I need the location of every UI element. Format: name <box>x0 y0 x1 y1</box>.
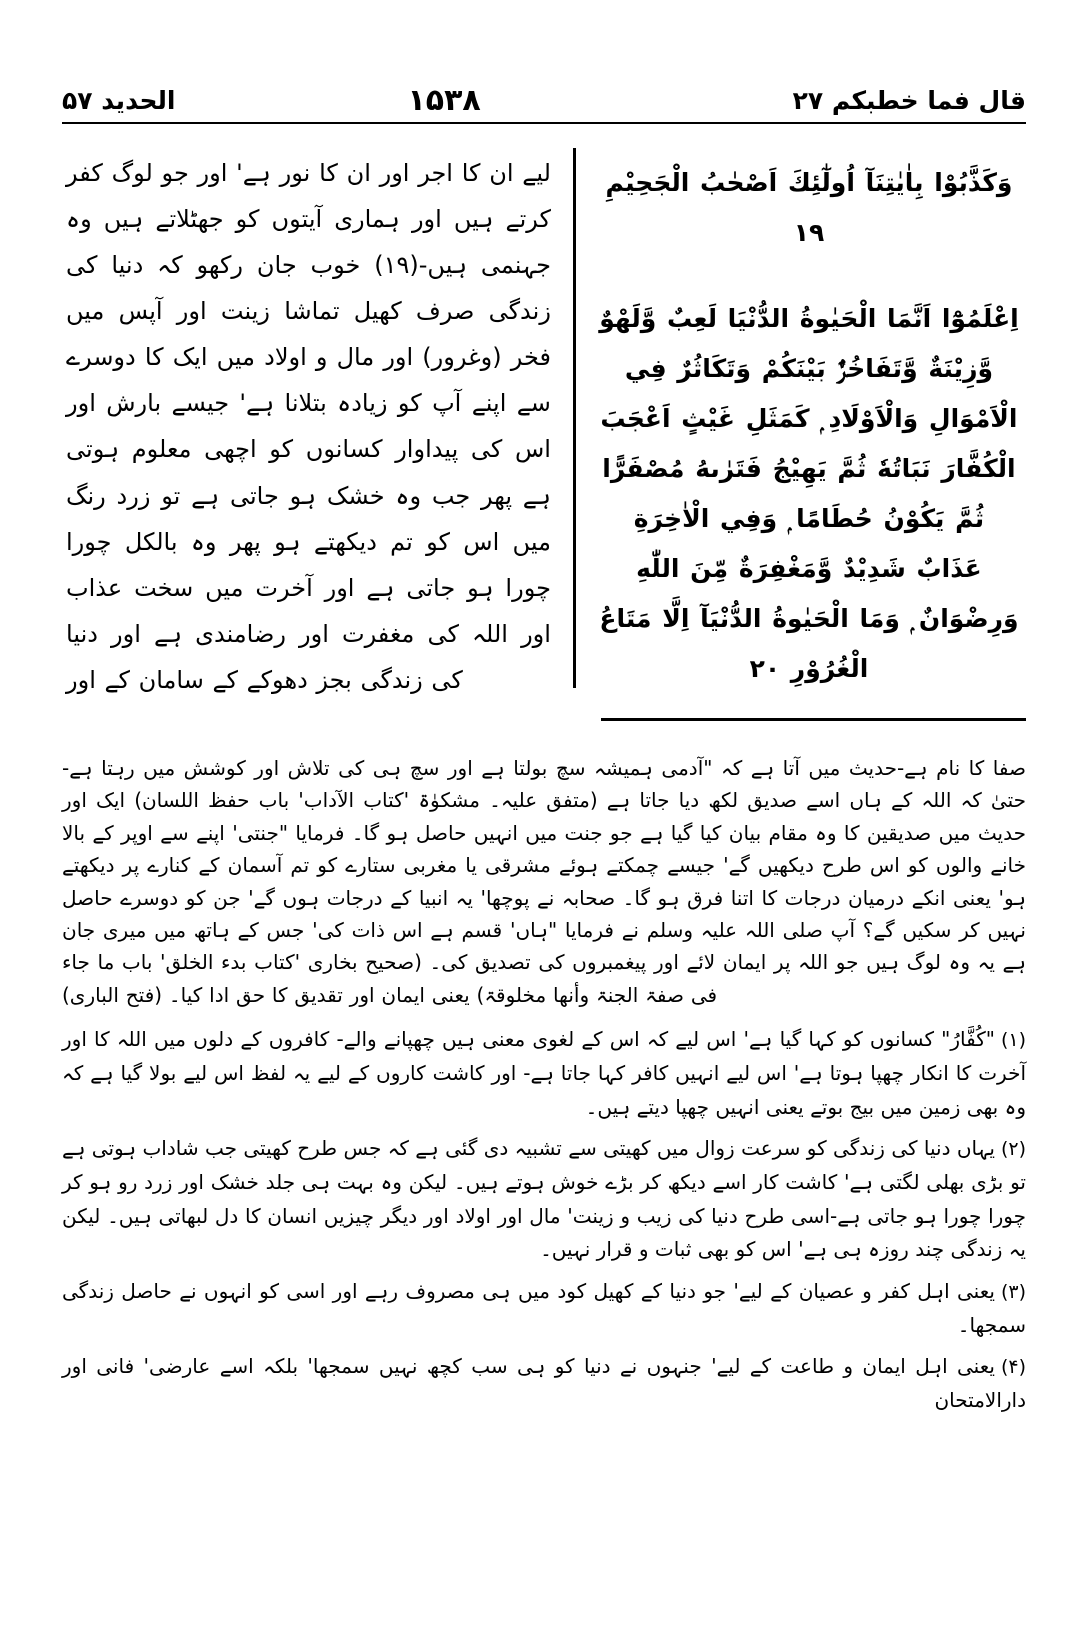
footnote-text: یہاں دنیا کی زندگی کو سرعت زوال میں کھیتی سے تشبیہ دی گئی ہے کہ جس طرح کھیتی جب شاداب ہوتی ہے تو بڑی بھلی لگتی ہے' کاشت کار اسے دیکھ کر بڑے خوش ہوتے ہیں۔ لیکن وہ بہت ہی جلد خشک اور زرد رو ہو کر چورا چورا ہو جاتی ہے-اسی طرح دنیا کی زیب و زینت' مال اور اولاد اور دیگر چیزیں انسان کا دل لبھاتی ہیں۔ لیکن یہ زندگی چند روزہ ہی ہے' اس کو بھی ثبات و قرار نہیں۔ <box>62 1136 1026 1262</box>
footnote-number: (۳) <box>1000 1280 1026 1303</box>
tafsir-paragraph: صفا کا نام ہے-حدیث میں آتا ہے کہ "آدمی ہمیشہ سچ بولتا ہے اور سچ ہی کی تلاش اور کوشش میں رہتا ہے- حتیٰ کہ اللہ کے ہاں اسے صدیق لکھ دیا جاتا ہے (متفق علیہ۔ مشکوٰۃ 'کتاب الآداب' باب حفظ اللسان) ایک اور حدیث میں صدیقین کا وہ مقام بیان کیا گیا ہے جو جنت میں انہیں حاصل ہو گا۔ فرمایا "جنتی' اپنے سے اوپر کے بالا خانے والوں کو اس طرح دیکھیں گے' جیسے چمکتے ہوئے مشرقی یا مغربی ستارے کو تم آسمان کے کنارے پر دیکھتے ہو' یعنی انکے درمیان درجات کا اتنا فرق ہو گا۔ صحابہ نے پوچھا' یہ انبیا کے درجات ہوں گے' جن کو دوسرے حاصل نہیں کر سکیں گے؟ آپ صلی اللہ علیہ وسلم نے فرمایا "ہاں' قسم ہے اس ذات کی' جس کے ہاتھ میں میری جان ہے یہ وہ لوگ ہیں جو اللہ پر ایمان لائے اور پیغمبروں کی تصدیق کی۔ (صحیح بخاری 'کتاب بدء الخلق' باب ما جاء فی صفۃ الجنۃ وأنھا مخلوقۃ) یعنی ایمان اور تقدیق کا حق ادا کیا۔ (فتح الباری) <box>62 756 1026 1007</box>
header-divider <box>62 122 1026 124</box>
page-header <box>62 70 1026 116</box>
footnote-number: (۲) <box>1000 1138 1026 1161</box>
footnote-text: یعنی اہل ایمان و طاعت کے لیے' جنہوں نے دنیا کو ہی سب کچھ نہیں سمجھا' بلکہ اسے عارضی' فانی اور دارالامتحان <box>62 1354 1026 1413</box>
footnote-2 <box>62 1132 1026 1267</box>
urdu-translation-column <box>62 148 573 694</box>
footnote-text: یعنی اہل کفر و عصیان کے لیے' جو دنیا کے کھیل کود میں ہی مصروف رہے اور اسی کو انہوں نے حاصل زندگی سمجھا۔ <box>62 1278 1026 1337</box>
page-number: ۱۵۳۸ <box>407 83 481 118</box>
footnote-text: "کُفَّارُ" کسانوں کو کہا گیا ہے' اس لیے کہ اس کے لغوی معنی ہیں چھپانے والے- کافروں کے دلوں میں اللہ کا اور آخرت کا انکار چھپا ہوتا ہے' اس لیے انہیں کافر کہا جاتا ہے- اور کاشت کاروں کے لیے یہ لفظ اس لیے بولا گیا ہے کہ وہ بھی زمین میں بیج بوتے یعنی انہیں چھپا دیتے ہیں۔ <box>62 1027 1026 1119</box>
footnote-4 <box>62 1350 1026 1418</box>
ayah-20: اِعْلَمُوْٓا اَنَّمَا الْحَيٰوةُ الدُّنْيَا لَعِبٌ وَّلَهْوٌ وَّزِيْنَةٌ وَّتَفَاخُرٌۢ بَيْنَكُمْ وَتَكَاثُرٌ فِي الْاَمْوَالِ وَالْاَوْلَادِ ۭ كَمَثَلِ غَيْثٍ اَعْجَبَ الْكُفَّارَ نَبَاتُهٗ ثُمَّ يَهِيْجُ فَتَرٰىهُ مُصْفَرًّا ثُمَّ يَكُوْنُ حُطَامًا ۭ وَفِي الْاٰخِرَةِ عَذَابٌ شَدِيْدٌ وَّمَغْفِرَةٌ مِّنَ اللّٰهِ وَرِضْوَانٌ ۭ وَمَا الْحَيٰوةُ الدُّنْيَآ اِلَّا مَتَاعُ الْغُرُوْرِ ۲۰ <box>599 304 1019 683</box>
footnote-1 <box>62 1023 1026 1124</box>
footnote-number: (۴) <box>1000 1356 1026 1379</box>
header-surah-title: الحدید ۵۷ <box>62 85 176 115</box>
commentary-section <box>62 752 1026 1426</box>
footnote-number: (۱) <box>1000 1029 1026 1052</box>
ayah-19: وَكَذَّبُوْا بِاٰيٰتِنَآ اُولٰٓئِكَ اَصْحٰبُ الْجَحِيْمِ ۱۹ <box>605 168 1013 247</box>
header-juz-title: قال فما خطبکم ۲۷ <box>792 85 1026 115</box>
urdu-translation-text: لیے ان کا اجر اور ان کا نور ہے' اور جو لوگ کفر کرتے ہیں اور ہماری آیتوں کو جھٹلاتے ہیں وہ جہنمی ہیں-(۱۹) خوب جان رکھو کہ دنیا کی زندگی صرف کھیل تماشا زینت اور آپس میں فخر (وغرور) اور مال و اولاد میں ایک کا دوسرے سے اپنے آپ کو زیادہ بتلانا ہے' جیسے بارش اور اس کی پیداوار کسانوں کو اچھی معلوم ہوتی ہے پھر جب وہ خشک ہو جاتی ہے تو زرد رنگ میں اس کو تم دیکھتے ہو پھر وہ بالکل چورا چورا ہو جاتی ہے اور آخرت میں سخت عذاب اور اللہ کی مغفرت اور رضامندی ہے اور دنیا کی زندگی بجز دھوکے کے سامان کے اور <box>66 159 551 694</box>
verse-area <box>62 148 1026 694</box>
footnotes-list <box>62 1023 1026 1418</box>
arabic-column <box>573 148 1026 688</box>
footnote-3 <box>62 1275 1026 1343</box>
commentary-divider <box>601 718 1026 721</box>
